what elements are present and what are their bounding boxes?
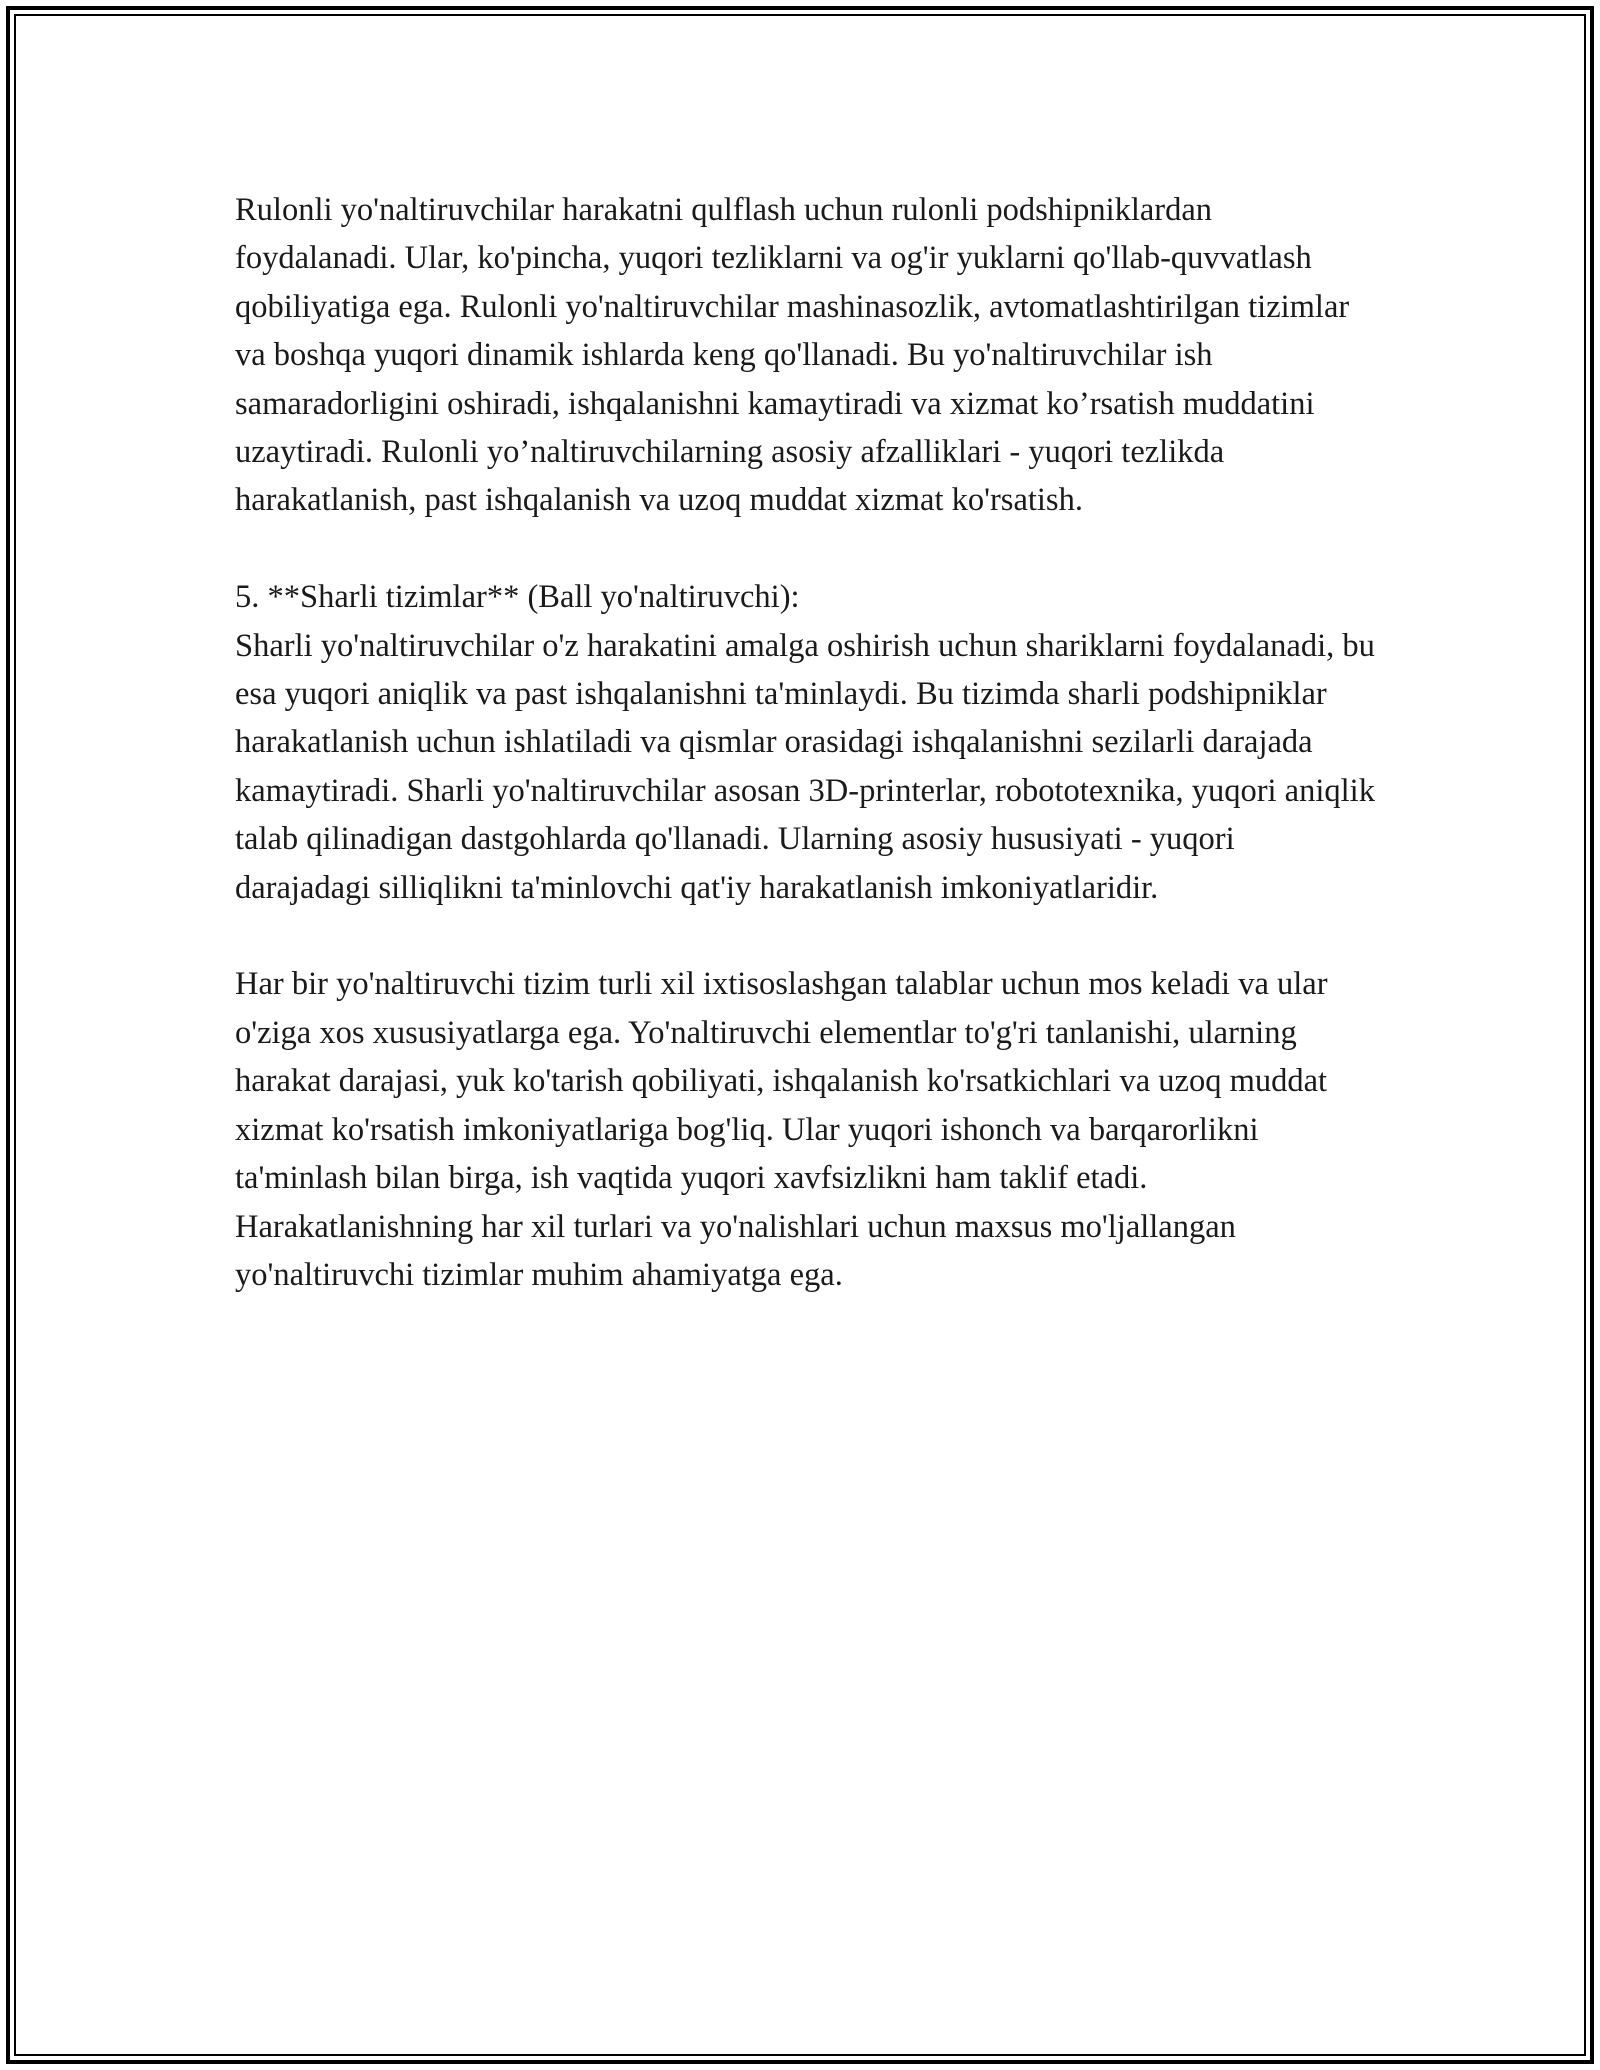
document-body [235,186,1375,1299]
paragraph-spacer [235,525,1375,573]
paragraph-sharli: Sharli yo'naltiruvchilar o'z harakatini amalga oshirish uchun shariklarni foydalanadi, bu esa yuqori aniqlik va past ishqalanishni ta'minlaydi. Bu tizimda sharli podshipniklar harakatlanish uchun ishlatiladi va qismlar orasidagi ishqalanishni sezilarli darajada kamaytiradi. Sharli yo'naltiruvchilar asosan 3D-printerlar, robototexnika, yuqori aniqlik talab qilinadigan dastgohlarda qo'llanadi. Ularning asosiy hususiyati - yuqori darajadagi silliqlikni ta'minlovchi qat'iy harakatlanish imkoniyatlaridir. [235,627,1375,906]
paragraph-rulonli: Rulonli yo'naltiruvchilar harakatni qulflash uchun rulonli podshipniklardan foydalanadi. Ular, ko'pincha, yuqori tezliklarni va og'ir yuklarni qo'llab-quvvatlash qobiliyatiga ega. Rulonli yo'naltiruvchilar mashinasozlik, avtomatlashtirilgan tizimlar va boshqa yuqori dinamik ishlarda keng qo'llanadi. Bu yo'naltiruvchilar ish samaradorligini oshiradi, ishqalanishni kamaytiradi va xizmat ko’rsatish muddatini uzaytiradi. Rulonli yo’naltiruvchilarning asosiy afzalliklari - yuqori tezlikda harakatlanish, past ishqalanish va uzoq muddat xizmat ko'rsatish. [235,192,1350,519]
heading-sharli-tizimlar: 5. **Sharli tizimlar** (Ball yo'naltiruvchi): [235,579,800,616]
paragraph-summary: Har bir yo'naltiruvchi tizim turli xil ixtisoslashgan talablar uchun mos keladi va ular o'ziga xos xususiyatlarga ega. Yo'naltiruvchi elementlar to'g'ri tanlanishi, ularning harakat darajasi, yuk ko'tarish qobiliyati, ishqalanish ko'rsatkichlari va uzoq muddat xizmat ko'rsatish imkoniyatlariga bog'liq. Ular yuqori ishonch va barqarorlikni ta'minlash bilan birga, ish vaqtida yuqori xavfsizlikni ham taklif etadi. Harakatlanishning har xil turlari va yo'nalishlari uchun maxsus mo'ljallangan yo'naltiruvchi tizimlar muhim ahamiyatga ega. [235,966,1328,1293]
paragraph-spacer [235,912,1375,960]
